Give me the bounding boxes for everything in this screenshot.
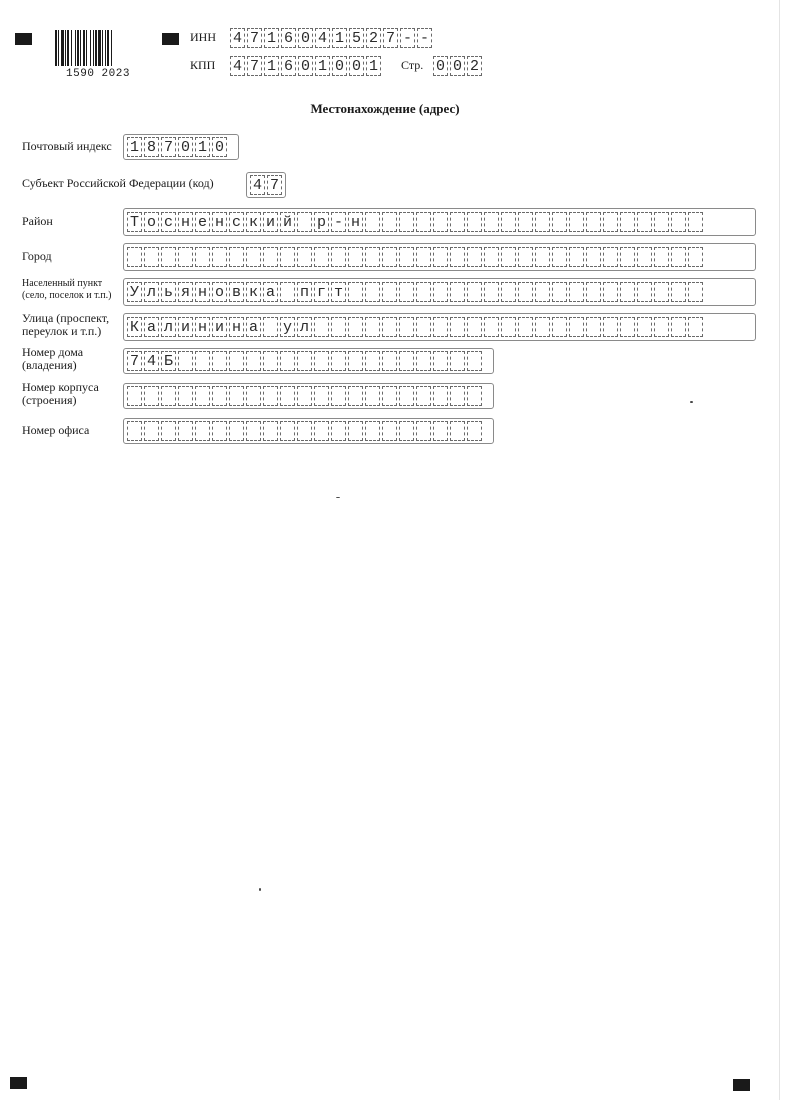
office-label: Номер офиса [22,423,90,437]
char-cell[interactable] [450,351,465,371]
char-cell[interactable] [552,282,567,302]
char-cell[interactable]: - [331,212,346,232]
locality-field[interactable] [127,282,705,302]
char-cell[interactable] [178,421,193,441]
char-cell[interactable] [518,282,533,302]
char-cell[interactable] [416,386,431,406]
char-cell[interactable] [518,317,533,337]
char-cell[interactable]: у [280,317,295,337]
char-cell[interactable] [348,351,363,371]
char-cell[interactable] [297,212,312,232]
char-cell[interactable]: 0 [178,137,193,157]
char-cell[interactable] [365,212,380,232]
char-cell[interactable] [416,247,431,267]
char-cell[interactable] [280,247,295,267]
char-cell[interactable] [569,282,584,302]
char-cell[interactable]: 7 [247,56,262,76]
char-cell[interactable]: н [178,212,193,232]
char-cell[interactable] [382,282,397,302]
char-cell[interactable] [161,247,176,267]
barcode-bar [71,30,72,66]
char-cell[interactable] [433,386,448,406]
char-cell[interactable] [416,212,431,232]
barcode-bar [95,30,97,66]
char-cell[interactable]: 2 [366,28,381,48]
char-cell[interactable] [246,386,261,406]
char-cell[interactable]: 0 [349,56,364,76]
city-field[interactable] [127,247,705,267]
inn-cells [230,28,434,48]
char-cell[interactable]: 4 [250,175,265,195]
barcode-bar [105,30,106,66]
scan-speck [336,497,340,498]
char-cell[interactable] [314,386,329,406]
char-cell[interactable] [161,386,176,406]
char-cell[interactable] [382,247,397,267]
char-cell[interactable] [467,351,482,371]
char-cell[interactable] [399,317,414,337]
char-cell[interactable]: 7 [383,28,398,48]
char-cell[interactable]: о [212,282,227,302]
char-cell[interactable] [348,282,363,302]
char-cell[interactable] [688,247,703,267]
postal-index-label: Почтовый индекс [22,139,112,153]
barcode-bar [65,30,66,66]
char-cell[interactable] [382,212,397,232]
char-cell[interactable]: а [263,282,278,302]
char-cell[interactable]: Т [127,212,142,232]
street-label [22,312,109,338]
char-cell[interactable] [348,317,363,337]
char-cell[interactable] [688,282,703,302]
char-cell[interactable] [212,351,227,371]
char-cell[interactable]: 0 [298,28,313,48]
char-cell[interactable] [586,317,601,337]
postal-index-field[interactable] [127,137,229,157]
char-cell[interactable] [178,386,193,406]
char-cell[interactable] [382,386,397,406]
barcode-bar [86,30,87,66]
char-cell[interactable] [246,247,261,267]
barcode-bar [90,30,91,66]
char-cell[interactable]: а [246,317,261,337]
char-cell[interactable] [280,282,295,302]
char-cell[interactable]: 0 [450,56,465,76]
char-cell[interactable] [195,421,210,441]
char-cell[interactable] [348,421,363,441]
char-cell[interactable]: и [178,317,193,337]
char-cell[interactable] [603,317,618,337]
char-cell[interactable] [263,421,278,441]
char-cell[interactable] [569,212,584,232]
char-cell[interactable] [416,282,431,302]
char-cell[interactable] [399,386,414,406]
char-cell[interactable] [161,421,176,441]
char-cell[interactable]: 4 [144,351,159,371]
char-cell[interactable] [331,386,346,406]
char-cell[interactable]: 1 [332,28,347,48]
char-cell[interactable]: н [195,282,210,302]
char-cell[interactable] [399,247,414,267]
char-cell[interactable]: н [212,212,227,232]
char-cell[interactable] [331,421,346,441]
char-cell[interactable] [297,421,312,441]
char-cell[interactable]: с [161,212,176,232]
char-cell[interactable] [399,421,414,441]
char-cell[interactable] [314,317,329,337]
char-cell[interactable] [144,386,159,406]
char-cell[interactable] [416,317,431,337]
char-cell[interactable]: Б [161,351,176,371]
char-cell[interactable]: 7 [127,351,142,371]
char-cell[interactable] [450,282,465,302]
char-cell[interactable] [212,386,227,406]
char-cell[interactable]: т [331,282,346,302]
char-cell[interactable] [229,386,244,406]
char-cell[interactable]: 7 [267,175,282,195]
char-cell[interactable]: н [229,317,244,337]
corner-marker-bottom-right [733,1079,750,1091]
char-cell[interactable]: ь [161,282,176,302]
char-cell[interactable] [297,386,312,406]
char-cell[interactable] [467,317,482,337]
char-cell[interactable] [535,212,550,232]
char-cell[interactable] [484,212,499,232]
char-cell[interactable]: й [280,212,295,232]
barcode-bar [58,30,59,66]
char-cell[interactable]: е [195,212,210,232]
char-cell[interactable] [127,386,142,406]
char-cell[interactable] [535,317,550,337]
char-cell[interactable]: и [263,212,278,232]
char-cell[interactable] [637,317,652,337]
char-cell[interactable] [229,247,244,267]
char-cell[interactable] [467,386,482,406]
char-cell[interactable] [297,247,312,267]
building-label [22,381,99,407]
char-cell[interactable] [433,351,448,371]
scan-speck [259,888,261,891]
char-cell[interactable] [263,386,278,406]
char-cell[interactable] [654,282,669,302]
char-cell[interactable]: 4 [230,56,245,76]
char-cell[interactable] [552,247,567,267]
office-number-field[interactable] [127,421,484,441]
char-cell[interactable]: 0 [212,137,227,157]
char-cell[interactable] [586,282,601,302]
char-cell[interactable] [382,351,397,371]
char-cell[interactable] [365,386,380,406]
char-cell[interactable] [433,212,448,232]
barcode-bar [80,30,81,66]
char-cell[interactable] [365,282,380,302]
char-cell[interactable] [314,351,329,371]
char-cell[interactable] [263,317,278,337]
char-cell[interactable] [586,212,601,232]
char-cell[interactable] [535,282,550,302]
char-cell[interactable] [331,247,346,267]
char-cell[interactable] [365,317,380,337]
house-label-line1: Номер дома [22,345,84,359]
char-cell[interactable] [569,317,584,337]
barcode-bar [111,30,112,66]
char-cell[interactable]: о [144,212,159,232]
char-cell[interactable]: 1 [366,56,381,76]
district-field[interactable] [127,212,705,232]
char-cell[interactable] [654,317,669,337]
char-cell[interactable] [246,421,261,441]
char-cell[interactable]: л [297,317,312,337]
char-cell[interactable] [399,351,414,371]
char-cell[interactable] [637,247,652,267]
char-cell[interactable] [263,351,278,371]
char-cell[interactable]: н [348,212,363,232]
building-label-line2: (строения) [22,393,77,407]
char-cell[interactable] [365,421,380,441]
page-label: Стр. [401,58,424,72]
char-cell[interactable] [246,351,261,371]
char-cell[interactable] [671,317,686,337]
char-cell[interactable]: 4 [315,28,330,48]
barcode-bar [61,30,64,66]
street-label-line2: переулок и т.п.) [22,324,102,338]
char-cell[interactable] [433,421,448,441]
char-cell[interactable] [382,421,397,441]
barcode-bar [75,30,76,66]
char-cell[interactable] [450,212,465,232]
char-cell[interactable] [671,247,686,267]
char-cell[interactable]: л [144,282,159,302]
char-cell[interactable] [416,351,431,371]
char-cell[interactable] [654,212,669,232]
char-cell[interactable] [280,421,295,441]
char-cell[interactable] [212,247,227,267]
char-cell[interactable] [399,282,414,302]
char-cell[interactable]: 1 [127,137,142,157]
char-cell[interactable] [365,351,380,371]
char-cell[interactable] [416,421,431,441]
section-title: Местонахождение (адрес) [310,101,460,116]
char-cell[interactable]: к [246,282,261,302]
char-cell[interactable] [467,247,482,267]
char-cell[interactable] [433,282,448,302]
char-cell[interactable] [620,282,635,302]
barcode [55,30,141,82]
char-cell[interactable]: 6 [281,28,296,48]
char-cell[interactable] [331,351,346,371]
char-cell[interactable] [399,212,414,232]
char-cell[interactable] [144,421,159,441]
char-cell[interactable] [603,282,618,302]
char-cell[interactable]: - [417,28,432,48]
barcode-bars [55,30,141,66]
char-cell[interactable] [229,421,244,441]
char-cell[interactable]: 1 [264,28,279,48]
char-cell[interactable] [535,247,550,267]
char-cell[interactable] [450,317,465,337]
barcode-number: 1590 2023 [66,68,130,80]
char-cell[interactable] [501,212,516,232]
char-cell[interactable]: 1 [195,137,210,157]
char-cell[interactable] [620,212,635,232]
char-cell[interactable]: р [314,212,329,232]
char-cell[interactable] [178,351,193,371]
char-cell[interactable] [654,247,669,267]
kpp-label: КПП [190,58,216,72]
char-cell[interactable]: 7 [161,137,176,157]
char-cell[interactable] [688,212,703,232]
char-cell[interactable]: 5 [349,28,364,48]
corner-marker-bottom-left [10,1077,27,1089]
char-cell[interactable] [280,351,295,371]
subject-label: Субъект Российской Федерации (код) [22,176,214,190]
char-cell[interactable] [484,247,499,267]
char-cell[interactable] [671,212,686,232]
char-cell[interactable] [365,247,380,267]
char-cell[interactable]: 8 [144,137,159,157]
barcode-bar [98,30,101,66]
barcode-bar [107,30,109,66]
char-cell[interactable] [688,317,703,337]
char-cell[interactable] [348,386,363,406]
house-label [22,346,83,372]
char-cell[interactable] [195,247,210,267]
street-field[interactable] [127,317,705,337]
char-cell[interactable] [620,247,635,267]
char-cell[interactable] [467,282,482,302]
char-cell[interactable] [127,421,142,441]
locality-label-line1: Населенный пункт [22,278,103,289]
char-cell[interactable]: 7 [247,28,262,48]
char-cell[interactable]: - [400,28,415,48]
barcode-bar [67,30,69,66]
char-cell[interactable] [603,212,618,232]
corner-marker-top-left [15,33,32,45]
city-label: Город [22,249,52,263]
locality-label [22,278,111,302]
char-cell[interactable] [433,317,448,337]
barcode-bar [77,30,79,66]
char-cell[interactable] [484,317,499,337]
barcode-bar [102,30,103,66]
char-cell[interactable] [637,282,652,302]
char-cell[interactable] [382,317,397,337]
char-cell[interactable] [314,247,329,267]
char-cell[interactable] [620,317,635,337]
house-label-line2: (владения) [22,358,77,372]
subject-code-field[interactable] [250,175,284,195]
char-cell[interactable] [569,247,584,267]
scan-speck [690,401,693,403]
char-cell[interactable] [314,421,329,441]
char-cell[interactable] [671,282,686,302]
char-cell[interactable] [280,386,295,406]
char-cell[interactable]: К [127,317,142,337]
char-cell[interactable] [331,317,346,337]
char-cell[interactable]: 1 [264,56,279,76]
char-cell[interactable] [467,421,482,441]
char-cell[interactable]: н [195,317,210,337]
char-cell[interactable] [144,247,159,267]
char-cell[interactable]: г [314,282,329,302]
corner-marker-top-right [162,33,179,45]
char-cell[interactable]: п [297,282,312,302]
char-cell[interactable]: 0 [332,56,347,76]
char-cell[interactable]: 1 [315,56,330,76]
char-cell[interactable] [552,212,567,232]
char-cell[interactable] [518,247,533,267]
char-cell[interactable] [518,212,533,232]
char-cell[interactable]: с [229,212,244,232]
char-cell[interactable]: 6 [281,56,296,76]
char-cell[interactable]: и [212,317,227,337]
building-number-field[interactable] [127,386,484,406]
char-cell[interactable] [501,282,516,302]
char-cell[interactable] [178,247,193,267]
building-label-line1: Номер корпуса [22,380,99,394]
char-cell[interactable] [586,247,601,267]
char-cell[interactable]: 0 [298,56,313,76]
char-cell[interactable] [348,247,363,267]
char-cell[interactable] [467,212,482,232]
house-number-field[interactable] [127,351,484,371]
kpp-cells [230,56,383,76]
district-label: Район [22,214,53,228]
char-cell[interactable] [450,421,465,441]
char-cell[interactable]: л [161,317,176,337]
char-cell[interactable] [637,212,652,232]
char-cell[interactable]: У [127,282,142,302]
char-cell[interactable] [501,247,516,267]
char-cell[interactable] [127,247,142,267]
char-cell[interactable] [484,282,499,302]
inn-label: ИНН [190,30,216,44]
char-cell[interactable]: а [144,317,159,337]
char-cell[interactable]: к [246,212,261,232]
char-cell[interactable] [195,351,210,371]
char-cell[interactable] [501,317,516,337]
char-cell[interactable] [297,351,312,371]
barcode-bar [55,30,57,66]
char-cell[interactable] [450,386,465,406]
char-cell[interactable] [450,247,465,267]
char-cell[interactable] [603,247,618,267]
char-cell[interactable] [229,351,244,371]
locality-label-line2: (село, поселок и т.п.) [22,290,112,301]
char-cell[interactable] [212,421,227,441]
char-cell[interactable]: 4 [230,28,245,48]
street-label-line1: Улица (проспект, [22,311,110,325]
char-cell[interactable]: в [229,282,244,302]
char-cell[interactable] [433,247,448,267]
barcode-bar [93,30,94,66]
char-cell[interactable] [195,386,210,406]
char-cell[interactable] [263,247,278,267]
char-cell[interactable] [552,317,567,337]
char-cell[interactable]: 0 [433,56,448,76]
page-number-cells [433,56,484,76]
char-cell[interactable]: 2 [467,56,482,76]
page-edge [779,0,780,1100]
char-cell[interactable]: я [178,282,193,302]
barcode-bar [83,30,85,66]
